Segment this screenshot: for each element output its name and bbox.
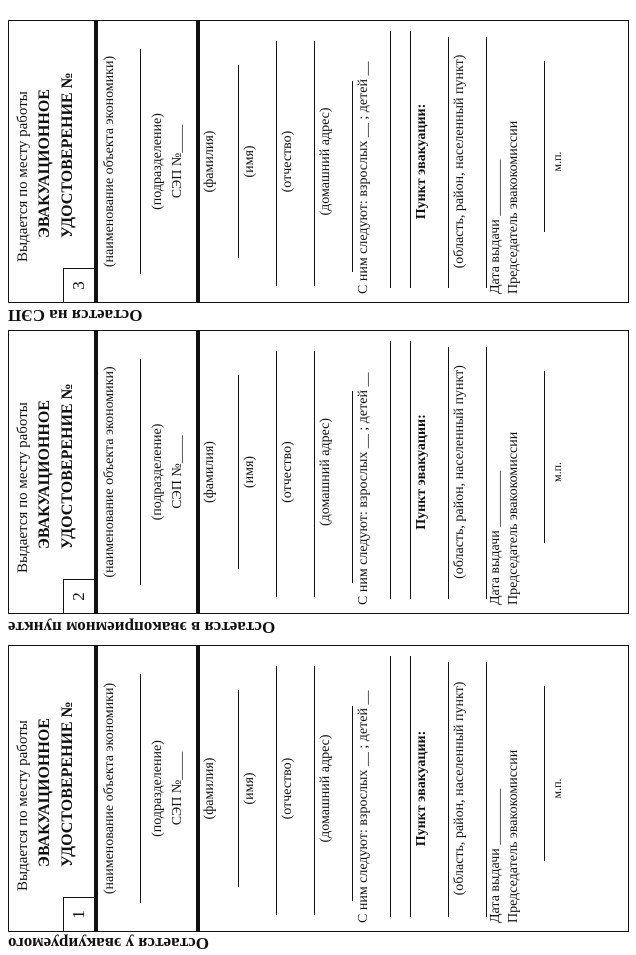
card-header xyxy=(9,331,98,613)
certificate-stub xyxy=(8,645,629,932)
patronymic-label: (отчество) xyxy=(280,757,295,820)
surname-label: (фамилия) xyxy=(202,757,217,820)
certificate-title-line2: УДОСТОВЕРЕНИЕ № xyxy=(59,383,76,549)
address-label: (домашний адрес) xyxy=(318,107,333,216)
certificate-card xyxy=(8,330,629,614)
subdivision-label: (подразделение) xyxy=(150,113,165,210)
stub-number: 3 xyxy=(63,268,94,302)
patronymic-line xyxy=(276,41,277,286)
chairman-label: Председатель эвакокомиссии xyxy=(506,120,521,294)
surname-label: (фамилия) xyxy=(202,130,217,193)
address-line xyxy=(314,41,315,286)
evacuation-point-label: Пункт эвакуации: xyxy=(414,103,429,220)
certificate-title-line1: ЭВАКУАЦИОННОЕ xyxy=(36,89,53,238)
stamp-label: м.п. xyxy=(550,151,564,172)
patronymic-label: (отчество) xyxy=(280,441,295,503)
location-label: (область, район, населенный пункт) xyxy=(452,365,467,579)
organization-line xyxy=(140,359,141,585)
sep-number-label: СЭП №____ xyxy=(170,751,185,826)
chairman-label: Председатель эвакокомиссии xyxy=(506,749,521,923)
evacuee-section xyxy=(200,21,628,302)
chairman-label: Председатель эвакокомиссии xyxy=(506,431,521,605)
name-line xyxy=(238,375,239,569)
location-line xyxy=(448,37,449,288)
signature-line xyxy=(486,347,487,599)
name-line xyxy=(238,65,239,258)
organization-line xyxy=(140,674,141,903)
organization-section xyxy=(98,646,200,931)
stamp-line xyxy=(544,371,545,543)
certificate-title-line1: ЭВАКУАЦИОННОЕ xyxy=(36,400,53,549)
stub-caption: Остается на СЭП xyxy=(8,306,143,325)
extra-line-1 xyxy=(390,341,391,599)
location-line xyxy=(448,347,449,599)
sep-number-label: СЭП №____ xyxy=(170,435,185,509)
address-line xyxy=(314,666,315,915)
extra-line-1 xyxy=(390,31,391,288)
location-label: (область, район, населенный пункт) xyxy=(452,54,467,269)
surname-label: (фамилия) xyxy=(202,441,217,503)
evacuee-section xyxy=(200,331,628,613)
address-line xyxy=(314,351,315,597)
certificate-card xyxy=(8,645,629,932)
name-line xyxy=(238,690,239,887)
extra-line-2 xyxy=(410,656,411,917)
companions-label: С ним следуют: взрослых __ ; детей __ xyxy=(356,372,371,605)
subdivision-label: (подразделение) xyxy=(150,740,165,837)
stamp-line xyxy=(544,686,545,861)
certificate-card xyxy=(8,20,629,303)
evacuation-point-label: Пункт эвакуации: xyxy=(414,414,429,530)
organization-line xyxy=(140,49,141,274)
name-label: (имя) xyxy=(242,455,257,489)
issue-date-label: Дата выдачи ________ xyxy=(488,788,503,923)
issue-date-label: Дата выдачи ________ xyxy=(488,159,503,294)
extra-line-1 xyxy=(390,656,391,917)
evacuee-section xyxy=(200,646,628,931)
companions-label: С ним следуют: взрослых __ ; детей __ xyxy=(356,61,371,294)
location-label: (область, район, населенный пункт) xyxy=(452,681,467,896)
organization-section xyxy=(98,21,200,302)
sep-number-label: СЭП №____ xyxy=(170,124,185,199)
certificate-stub xyxy=(8,20,629,303)
name-label: (имя) xyxy=(242,772,257,805)
address-label: (домашний адрес) xyxy=(318,734,333,843)
stub-caption: Остается у эвакуируемого xyxy=(8,934,209,953)
subdivision-label: (подразделение) xyxy=(150,423,165,521)
signature-line xyxy=(486,37,487,288)
organization-label: (наименование объекта экономики) xyxy=(102,682,117,895)
extra-line-2 xyxy=(410,341,411,599)
stub-number: 1 xyxy=(63,897,94,931)
evacuation-point-label: Пункт эвакуации: xyxy=(414,730,429,847)
stamp-label: м.п. xyxy=(550,462,564,483)
companions-line xyxy=(352,391,353,583)
signature-line xyxy=(486,662,487,917)
certificate-stub xyxy=(8,330,629,614)
stamp-line xyxy=(544,61,545,232)
organization-section xyxy=(98,331,200,613)
companions-line xyxy=(352,706,353,901)
patronymic-line xyxy=(276,666,277,915)
certificate-title-line2: УДОСТОВЕРЕНИЕ № xyxy=(59,701,76,867)
stub-number: 2 xyxy=(63,579,94,613)
certificate-title-line2: УДОСТОВЕРЕНИЕ № xyxy=(59,72,76,238)
card-header xyxy=(9,646,98,931)
issued-by-text: Выдается по месту работы xyxy=(15,402,31,573)
issued-by-text: Выдается по месту работы xyxy=(15,720,31,891)
issued-by-text: Выдается по месту работы xyxy=(15,91,31,262)
address-label: (домашний адрес) xyxy=(318,417,333,527)
stamp-label: м.п. xyxy=(550,778,564,799)
issue-date-label: Дата выдачи ________ xyxy=(488,470,503,605)
patronymic-label: (отчество) xyxy=(280,130,295,193)
organization-label: (наименование объекта экономики) xyxy=(102,366,117,578)
stub-caption: Остается в эвакоприемном пункте xyxy=(8,618,276,637)
patronymic-line xyxy=(276,351,277,597)
companions-label: С ним следуют: взрослых __ ; детей __ xyxy=(356,690,371,923)
name-label: (имя) xyxy=(242,145,257,178)
extra-line-2 xyxy=(410,31,411,288)
organization-label: (наименование объекта экономики) xyxy=(102,55,117,268)
card-header xyxy=(9,21,98,302)
companions-line xyxy=(352,81,353,272)
location-line xyxy=(448,662,449,917)
certificate-title-line1: ЭВАКУАЦИОННОЕ xyxy=(36,718,53,867)
